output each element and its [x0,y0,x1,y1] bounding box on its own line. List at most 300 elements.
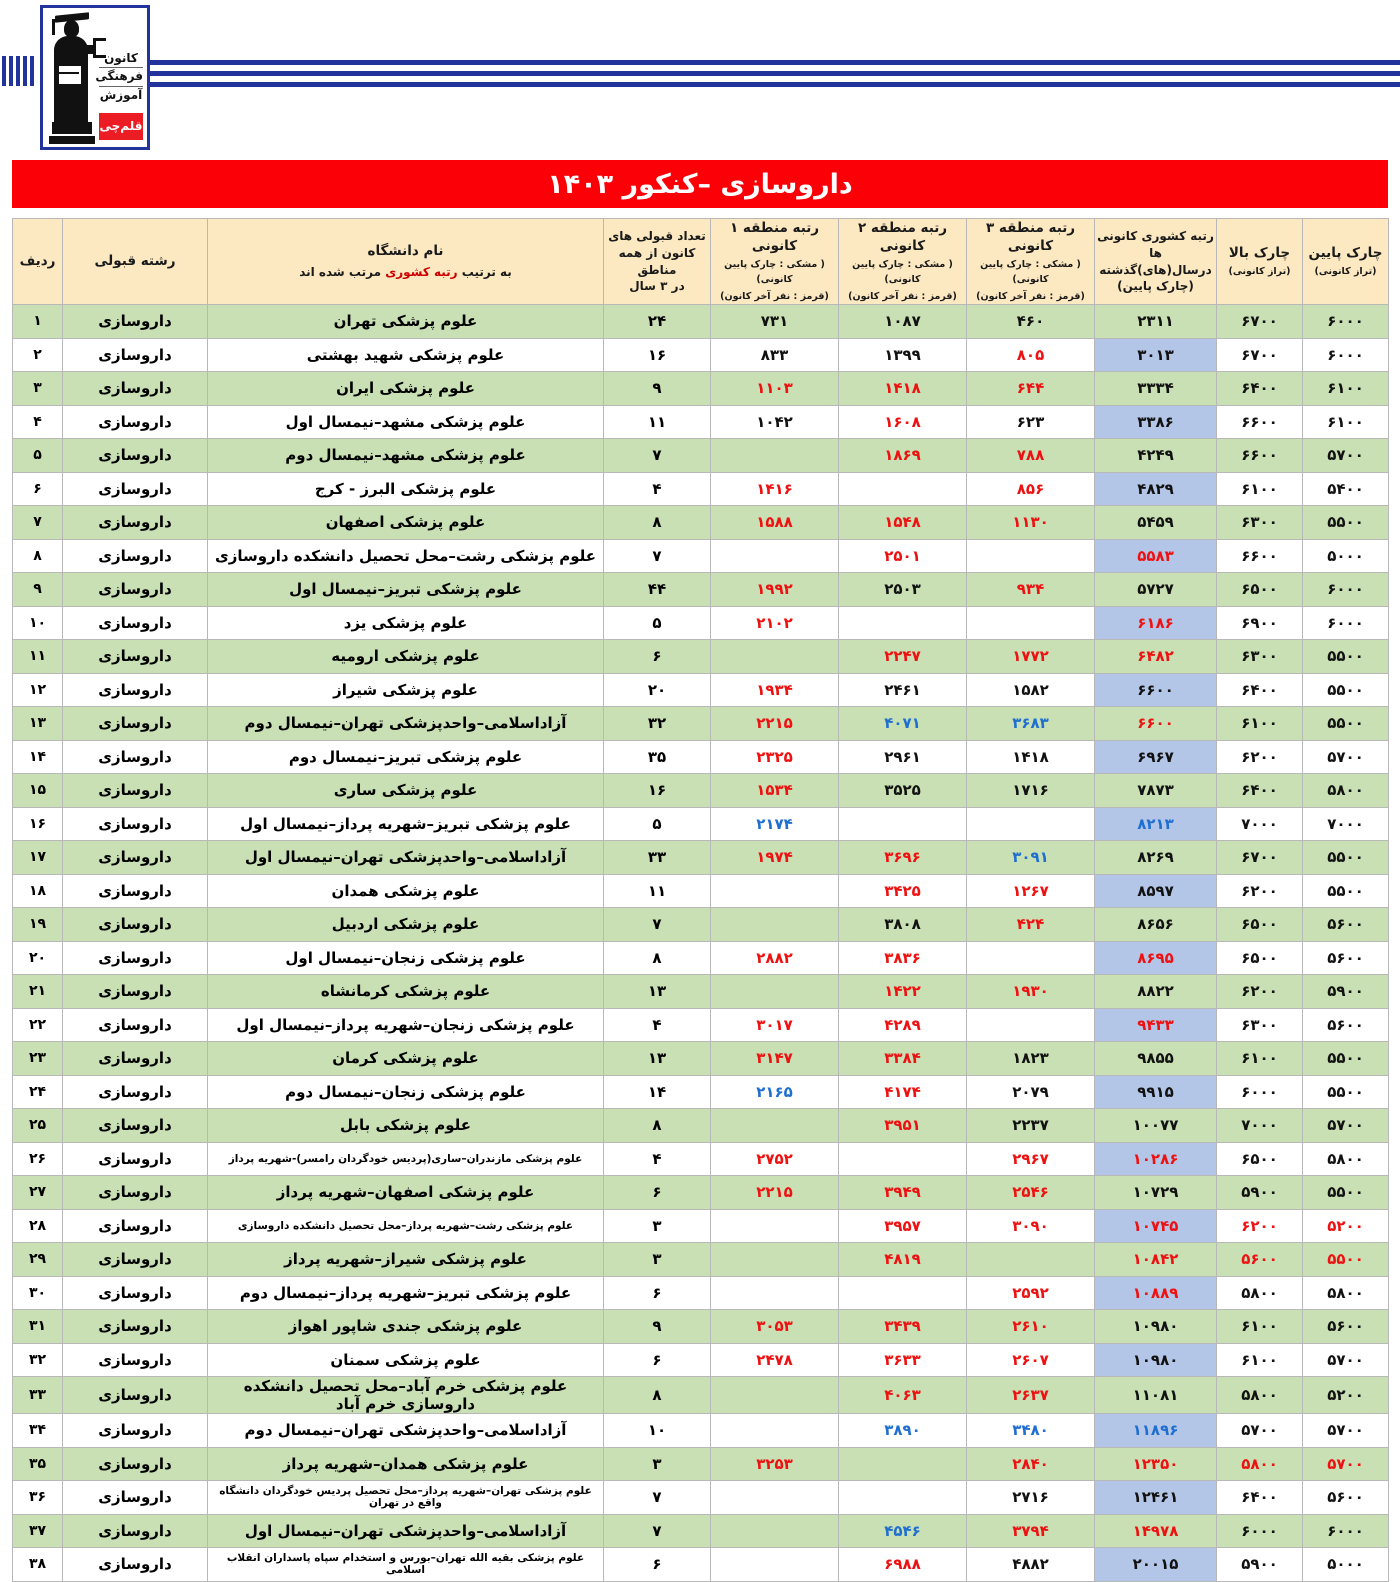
table-row [13,774,1389,808]
cell-mantaghe2: ۳۴۲۵ [839,874,967,908]
table-row [13,1276,1389,1310]
table-row [13,539,1389,573]
cell-tedad-ghabuli: ۶ [604,1276,711,1310]
cell-radif: ۲۶ [13,1142,63,1176]
cell-name-daneshgah: علوم پزشکی همدان [208,874,604,908]
cell-mantaghe3: ۱۷۷۲ [967,640,1095,674]
mantaghe3-main: رتبه منطقه ۳ کانونی [985,220,1076,255]
cell-mantaghe2: ۱۳۹۹ [839,338,967,372]
kanoon-logo [40,5,150,150]
cell-name-daneshgah: علوم پزشکی ساری [208,774,604,808]
cell-chark-bala: ۶۱۰۰ [1217,1310,1303,1344]
cell-mantaghe2: ۲۴۶۱ [839,673,967,707]
cell-chark-bala: ۵۹۰۰ [1217,1548,1303,1582]
cell-chark-payin: ۵۷۰۰ [1303,1414,1389,1448]
cell-mantaghe3: ۲۸۴۰ [967,1447,1095,1481]
cell-rotbe-keshvari: ۸۸۲۲ [1095,975,1217,1009]
cell-mantaghe1: ۱۹۷۴ [711,841,839,875]
table-row [13,1414,1389,1448]
cell-mantaghe2: ۳۴۳۹ [839,1310,967,1344]
cell-name-daneshgah: علوم پزشکی رشت–محل تحصیل دانشکده داروسازی [208,539,604,573]
cell-mantaghe1: ۳۰۱۷ [711,1008,839,1042]
cell-mantaghe2: ۱۶۰۸ [839,405,967,439]
cell-rotbe-keshvari: ۲۰۰۱۵ [1095,1548,1217,1582]
cell-radif: ۹ [13,573,63,607]
cell-mantaghe1 [711,1109,839,1143]
cell-radif: ۴ [13,405,63,439]
cell-radif: ۲۴ [13,1075,63,1109]
cell-tedad-ghabuli: ۱۱ [604,874,711,908]
table-row [13,1377,1389,1414]
cell-rotbe-keshvari: ۶۱۸۶ [1095,606,1217,640]
cell-chark-payin: ۵۵۰۰ [1303,506,1389,540]
daneshgah-sub-post: مرتب شده اند [299,265,386,280]
logo-word-2: فرهنگی [99,68,143,86]
cell-chark-payin: ۵۸۰۰ [1303,774,1389,808]
cell-chark-bala: ۶۵۰۰ [1217,1142,1303,1176]
cell-reshte: داروسازی [63,975,208,1009]
cell-chark-payin: ۵۰۰۰ [1303,539,1389,573]
cell-name-daneshgah: علوم پزشکی البرز - کرج [208,472,604,506]
cell-mantaghe1: ۲۲۱۵ [711,1176,839,1210]
cell-chark-payin: ۵۷۰۰ [1303,439,1389,473]
cell-mantaghe2: ۳۳۸۴ [839,1042,967,1076]
cell-radif: ۳۸ [13,1548,63,1582]
cell-rotbe-keshvari: ۲۳۱۱ [1095,305,1217,339]
cell-radif: ۲۷ [13,1176,63,1210]
cell-chark-payin: ۶۰۰۰ [1303,1514,1389,1548]
cell-rotbe-keshvari: ۱۰۷۴۵ [1095,1209,1217,1243]
cell-reshte: داروسازی [63,874,208,908]
cell-rotbe-keshvari: ۱۰۸۴۲ [1095,1243,1217,1277]
table-row [13,807,1389,841]
cell-chark-payin: ۵۵۰۰ [1303,707,1389,741]
cell-radif: ۲۲ [13,1008,63,1042]
cell-name-daneshgah: آزاداسلامی–واحدپزشکی تهران–نیمسال اول [208,841,604,875]
tedad-line1: تعداد قبولی های [608,229,706,243]
cell-chark-bala: ۶۳۰۰ [1217,1008,1303,1042]
table-row [13,1042,1389,1076]
cell-tedad-ghabuli: ۳ [604,1447,711,1481]
mantaghe3-sub1: ( مشکی : چارک پایین کانونی) [980,259,1081,285]
cell-mantaghe1: ۲۳۲۵ [711,740,839,774]
cell-radif: ۱۳ [13,707,63,741]
cell-reshte: داروسازی [63,338,208,372]
cell-rotbe-keshvari: ۶۶۰۰ [1095,707,1217,741]
cell-tedad-ghabuli: ۷ [604,439,711,473]
cell-name-daneshgah: علوم پزشکی مشهد–نیمسال اول [208,405,604,439]
cell-mantaghe3: ۱۴۱۸ [967,740,1095,774]
cell-reshte: داروسازی [63,1481,208,1515]
cell-tedad-ghabuli: ۵ [604,606,711,640]
table-row [13,338,1389,372]
cell-tedad-ghabuli: ۳۲ [604,707,711,741]
cell-chark-bala: ۶۴۰۰ [1217,673,1303,707]
cell-tedad-ghabuli: ۶ [604,640,711,674]
cell-reshte: داروسازی [63,539,208,573]
cell-chark-bala: ۵۸۰۰ [1217,1447,1303,1481]
cell-tedad-ghabuli: ۵ [604,807,711,841]
cell-rotbe-keshvari: ۷۸۷۳ [1095,774,1217,808]
cell-chark-payin: ۵۵۰۰ [1303,640,1389,674]
cell-tedad-ghabuli: ۷ [604,539,711,573]
cell-chark-bala: ۶۹۰۰ [1217,606,1303,640]
cell-chark-bala: ۶۵۰۰ [1217,908,1303,942]
cell-reshte: داروسازی [63,305,208,339]
cell-chark-bala: ۶۷۰۰ [1217,305,1303,339]
cell-mantaghe1: ۲۷۵۲ [711,1142,839,1176]
cell-mantaghe2: ۶۹۸۸ [839,1548,967,1582]
cell-chark-bala: ۶۶۰۰ [1217,539,1303,573]
cell-mantaghe1 [711,439,839,473]
cell-mantaghe3: ۶۴۴ [967,372,1095,406]
cell-tedad-ghabuli: ۲۴ [604,305,711,339]
cell-chark-bala: ۶۱۰۰ [1217,1042,1303,1076]
logo-word-3: آموزش [99,87,143,102]
cell-chark-payin: ۶۰۰۰ [1303,573,1389,607]
cell-mantaghe2: ۱۴۲۲ [839,975,967,1009]
table-body [13,305,1389,1582]
cell-mantaghe3: ۱۵۸۲ [967,673,1095,707]
cell-reshte: داروسازی [63,1142,208,1176]
cell-rotbe-keshvari: ۱۰۹۸۰ [1095,1310,1217,1344]
cell-mantaghe3: ۲۶۳۷ [967,1377,1095,1414]
cell-radif: ۲۹ [13,1243,63,1277]
cell-mantaghe3: ۲۶۱۰ [967,1310,1095,1344]
cell-reshte: داروسازی [63,1276,208,1310]
cell-mantaghe2: ۳۵۲۵ [839,774,967,808]
cell-rotbe-keshvari: ۸۲۶۹ [1095,841,1217,875]
cell-name-daneshgah: علوم پزشکی کرمان [208,1042,604,1076]
cell-rotbe-keshvari: ۱۲۴۶۱ [1095,1481,1217,1515]
reshte-main: رشته قبولی [94,253,176,270]
cell-mantaghe1: ۲۴۷۸ [711,1343,839,1377]
table-row [13,673,1389,707]
cell-mantaghe1 [711,1414,839,1448]
table-row [13,1243,1389,1277]
cell-radif: ۲۸ [13,1209,63,1243]
cell-reshte: داروسازی [63,841,208,875]
cell-name-daneshgah: علوم پزشکی زنجان–نیمسال دوم [208,1075,604,1109]
cell-chark-payin: ۵۷۰۰ [1303,740,1389,774]
cell-mantaghe2: ۴۱۷۴ [839,1075,967,1109]
cell-mantaghe3: ۳۷۹۴ [967,1514,1095,1548]
cell-chark-bala: ۶۰۰۰ [1217,1514,1303,1548]
cell-name-daneshgah: علوم پزشکی زنجان–نیمسال اول [208,941,604,975]
table-row [13,707,1389,741]
cell-radif: ۱۰ [13,606,63,640]
cell-chark-payin: ۵۸۰۰ [1303,1142,1389,1176]
mantaghe2-sub1: ( مشکی : چارک پایین کانونی) [852,259,953,285]
cell-rotbe-keshvari: ۸۶۹۵ [1095,941,1217,975]
cell-reshte: داروسازی [63,1209,208,1243]
cell-radif: ۱۴ [13,740,63,774]
chark-payin-main: چارک پایین [1308,244,1383,261]
cell-name-daneshgah: آزاداسلامی–واحدپزشکی تهران–نیمسال دوم [208,707,604,741]
cell-mantaghe2: ۴۲۸۹ [839,1008,967,1042]
cell-rotbe-keshvari: ۱۱۸۹۶ [1095,1414,1217,1448]
cell-chark-payin: ۵۵۰۰ [1303,1042,1389,1076]
cell-chark-payin: ۵۵۰۰ [1303,1243,1389,1277]
table-row [13,1481,1389,1515]
cell-radif: ۲ [13,338,63,372]
daneshgah-sub [208,263,603,281]
cell-rotbe-keshvari: ۳۰۱۳ [1095,338,1217,372]
cell-rotbe-keshvari: ۱۰۸۸۹ [1095,1276,1217,1310]
cell-radif: ۱ [13,305,63,339]
cell-chark-payin: ۶۰۰۰ [1303,606,1389,640]
cell-tedad-ghabuli: ۴ [604,1008,711,1042]
cell-mantaghe2: ۴۵۴۶ [839,1514,967,1548]
cell-chark-payin: ۵۶۰۰ [1303,1310,1389,1344]
cell-reshte: داروسازی [63,506,208,540]
cell-rotbe-keshvari: ۵۴۵۹ [1095,506,1217,540]
cell-tedad-ghabuli: ۷ [604,1481,711,1515]
cell-chark-bala: ۶۱۰۰ [1217,1343,1303,1377]
cell-rotbe-keshvari: ۸۲۱۳ [1095,807,1217,841]
cell-chark-bala: ۵۸۰۰ [1217,1377,1303,1414]
cell-tedad-ghabuli: ۱۶ [604,338,711,372]
cell-radif: ۱۷ [13,841,63,875]
cell-tedad-ghabuli: ۱۰ [604,1414,711,1448]
cell-mantaghe1 [711,1548,839,1582]
cell-rotbe-keshvari: ۵۵۸۳ [1095,539,1217,573]
table-row [13,506,1389,540]
cell-chark-payin: ۵۷۰۰ [1303,1109,1389,1143]
cell-mantaghe1: ۱۴۱۶ [711,472,839,506]
cell-radif: ۶ [13,472,63,506]
chark-bala-main: چارک بالا [1228,244,1291,261]
tedad-line3: در ۳ سال [629,279,685,294]
cell-tedad-ghabuli: ۳ [604,1243,711,1277]
table-row [13,1176,1389,1210]
cell-chark-payin: ۵۹۰۰ [1303,975,1389,1009]
cell-name-daneshgah: علوم پزشکی جندی شاپور اهواز [208,1310,604,1344]
cell-mantaghe3: ۲۲۳۷ [967,1109,1095,1143]
cell-radif: ۳۷ [13,1514,63,1548]
radif-main: ردیف [19,253,56,270]
daneshgah-sub-red: رتبه کشوری [385,265,458,280]
table-row [13,1548,1389,1582]
cell-mantaghe3: ۴۲۴ [967,908,1095,942]
table-row [13,1109,1389,1143]
table-row [13,305,1389,339]
table-row [13,740,1389,774]
table-row [13,405,1389,439]
cell-name-daneshgah: علوم پزشکی سمنان [208,1343,604,1377]
cell-rotbe-keshvari: ۶۶۰۰ [1095,673,1217,707]
cell-mantaghe2: ۳۹۵۷ [839,1209,967,1243]
mantaghe2-sub2: (قرمز : نفر آخر کانون) [848,290,957,302]
cell-tedad-ghabuli: ۱۳ [604,975,711,1009]
col-header-mantaghe1 [711,219,839,305]
cell-mantaghe3: ۱۹۳۰ [967,975,1095,1009]
cell-chark-bala: ۶۳۰۰ [1217,506,1303,540]
cell-name-daneshgah: علوم پزشکی مشهد–نیمسال دوم [208,439,604,473]
cell-name-daneshgah: علوم پزشکی ایران [208,372,604,406]
cell-chark-bala: ۶۱۰۰ [1217,472,1303,506]
table-row [13,606,1389,640]
cell-tedad-ghabuli: ۴ [604,472,711,506]
cell-tedad-ghabuli: ۶ [604,1548,711,1582]
cell-chark-bala: ۶۶۰۰ [1217,439,1303,473]
cell-rotbe-keshvari: ۵۷۲۷ [1095,573,1217,607]
cell-mantaghe2: ۲۵۰۳ [839,573,967,607]
logo-wordmark [95,50,143,104]
cell-radif: ۱۸ [13,874,63,908]
cell-chark-bala: ۷۰۰۰ [1217,1109,1303,1143]
cell-mantaghe2 [839,1276,967,1310]
cell-chark-payin: ۵۴۰۰ [1303,472,1389,506]
cell-mantaghe3 [967,1008,1095,1042]
cell-mantaghe1 [711,1514,839,1548]
col-header-radif [13,219,63,305]
cell-mantaghe2: ۱۴۱۸ [839,372,967,406]
cell-tedad-ghabuli: ۲۰ [604,673,711,707]
table-row [13,439,1389,473]
cell-name-daneshgah: آزاداسلامی–واحدپزشکی تهران–نیمسال دوم [208,1414,604,1448]
cell-tedad-ghabuli: ۸ [604,941,711,975]
cell-mantaghe3: ۷۸۸ [967,439,1095,473]
cell-tedad-ghabuli: ۶ [604,1176,711,1210]
cell-radif: ۵ [13,439,63,473]
col-header-chark-payin [1303,219,1389,305]
mantaghe2-main: رتبه منطقه ۲ کانونی [857,220,948,255]
cell-mantaghe1: ۱۹۳۴ [711,673,839,707]
cell-mantaghe3: ۳۰۹۱ [967,841,1095,875]
cell-rotbe-keshvari: ۱۲۳۵۰ [1095,1447,1217,1481]
cell-mantaghe3: ۱۸۲۳ [967,1042,1095,1076]
cell-reshte: داروسازی [63,606,208,640]
cell-rotbe-keshvari: ۶۹۶۷ [1095,740,1217,774]
table-row [13,1209,1389,1243]
cell-mantaghe1 [711,908,839,942]
cell-chark-bala: ۷۰۰۰ [1217,807,1303,841]
cell-chark-payin: ۵۶۰۰ [1303,941,1389,975]
cell-name-daneshgah: علوم پزشکی اردبیل [208,908,604,942]
table-row [13,841,1389,875]
cell-mantaghe2: ۳۶۹۶ [839,841,967,875]
col-header-rotbe-keshvari [1095,219,1217,305]
cell-mantaghe3: ۶۲۳ [967,405,1095,439]
cell-mantaghe3: ۴۶۰ [967,305,1095,339]
cell-name-daneshgah: علوم پزشکی مازندران–ساری(پردیس خودگردان رامسر)-شهریه پرداز [208,1142,604,1176]
cell-chark-payin: ۶۱۰۰ [1303,405,1389,439]
cell-mantaghe1: ۲۱۶۵ [711,1075,839,1109]
cell-reshte: داروسازی [63,1414,208,1448]
cell-radif: ۳۰ [13,1276,63,1310]
cell-rotbe-keshvari: ۸۵۹۷ [1095,874,1217,908]
cell-mantaghe3 [967,606,1095,640]
cell-chark-payin: ۶۰۰۰ [1303,338,1389,372]
cell-mantaghe1: ۳۰۵۳ [711,1310,839,1344]
mantaghe1-main: رتبه منطقه ۱ کانونی [729,220,820,255]
cell-radif: ۳۵ [13,1447,63,1481]
cell-mantaghe1 [711,1377,839,1414]
cell-mantaghe3 [967,1243,1095,1277]
cell-tedad-ghabuli: ۷ [604,908,711,942]
cell-mantaghe1: ۳۱۴۷ [711,1042,839,1076]
cell-chark-payin: ۵۵۰۰ [1303,1075,1389,1109]
cell-chark-bala: ۵۶۰۰ [1217,1243,1303,1277]
mantaghe1-sub1: ( مشکی : چارک پایین کانونی) [724,259,825,285]
cell-chark-bala: ۶۲۰۰ [1217,1209,1303,1243]
cell-chark-bala: ۵۸۰۰ [1217,1276,1303,1310]
cell-reshte: داروسازی [63,1548,208,1582]
cell-mantaghe2: ۴۰۷۱ [839,707,967,741]
cell-name-daneshgah: علوم پزشکی شیراز–شهریه پرداز [208,1243,604,1277]
cell-mantaghe2: ۴۸۱۹ [839,1243,967,1277]
cell-chark-bala: ۶۰۰۰ [1217,1075,1303,1109]
cell-mantaghe1: ۸۳۳ [711,338,839,372]
cell-chark-bala: ۶۴۰۰ [1217,774,1303,808]
cell-mantaghe2: ۲۲۴۷ [839,640,967,674]
cell-reshte: داروسازی [63,405,208,439]
cell-radif: ۳۱ [13,1310,63,1344]
cell-mantaghe2 [839,472,967,506]
cell-mantaghe1: ۳۲۵۳ [711,1447,839,1481]
cell-tedad-ghabuli: ۸ [604,506,711,540]
cell-tedad-ghabuli: ۳۵ [604,740,711,774]
mantaghe1-sub2: (قرمز : نفر آخر کانون) [720,290,829,302]
cell-chark-payin: ۵۶۰۰ [1303,1008,1389,1042]
header-row [13,219,1389,305]
col-header-reshte [63,219,208,305]
cell-name-daneshgah: علوم پزشکی رشت–شهریه پرداز–محل تحصیل دانشکده داروسازی [208,1209,604,1243]
cell-mantaghe3: ۱۲۶۷ [967,874,1095,908]
cell-name-daneshgah: علوم پزشکی تهران [208,305,604,339]
cell-chark-bala: ۵۷۰۰ [1217,1414,1303,1448]
cell-chark-bala: ۵۹۰۰ [1217,1176,1303,1210]
table-row [13,640,1389,674]
cell-radif: ۳ [13,372,63,406]
cell-reshte: داروسازی [63,1008,208,1042]
cell-mantaghe3: ۳۴۸۰ [967,1414,1095,1448]
cell-radif: ۳۶ [13,1481,63,1515]
cell-mantaghe2: ۳۸۳۶ [839,941,967,975]
logo-badge-ghalamchi: قلم‌چی [99,113,143,140]
cell-mantaghe3: ۲۷۱۶ [967,1481,1095,1515]
cell-chark-bala: ۶۲۰۰ [1217,874,1303,908]
cell-radif: ۲۰ [13,941,63,975]
cell-mantaghe3: ۲۵۴۶ [967,1176,1095,1210]
cell-rotbe-keshvari: ۴۲۴۹ [1095,439,1217,473]
cell-tedad-ghabuli: ۱۴ [604,1075,711,1109]
cell-rotbe-keshvari: ۳۳۸۶ [1095,405,1217,439]
cell-radif: ۳۳ [13,1377,63,1414]
cell-reshte: داروسازی [63,1447,208,1481]
cell-mantaghe2: ۲۵۰۱ [839,539,967,573]
cell-rotbe-keshvari: ۹۸۵۵ [1095,1042,1217,1076]
cell-mantaghe3: ۴۸۸۲ [967,1548,1095,1582]
cell-mantaghe2: ۳۹۵۱ [839,1109,967,1143]
cell-radif: ۱۱ [13,640,63,674]
cell-name-daneshgah: علوم پزشکی یزد [208,606,604,640]
cell-chark-payin: ۵۵۰۰ [1303,673,1389,707]
cell-rotbe-keshvari: ۱۰۰۷۷ [1095,1109,1217,1143]
cell-name-daneshgah: علوم پزشکی کرمانشاه [208,975,604,1009]
cell-reshte: داروسازی [63,372,208,406]
table-row [13,1142,1389,1176]
cell-mantaghe1: ۲۲۱۵ [711,707,839,741]
cell-reshte: داروسازی [63,1042,208,1076]
cell-mantaghe3 [967,941,1095,975]
col-header-mantaghe3 [967,219,1095,305]
cell-mantaghe1: ۲۱۷۴ [711,807,839,841]
header-strip [0,0,1400,158]
cell-rotbe-keshvari: ۱۱۰۸۱ [1095,1377,1217,1414]
cell-radif: ۱۹ [13,908,63,942]
